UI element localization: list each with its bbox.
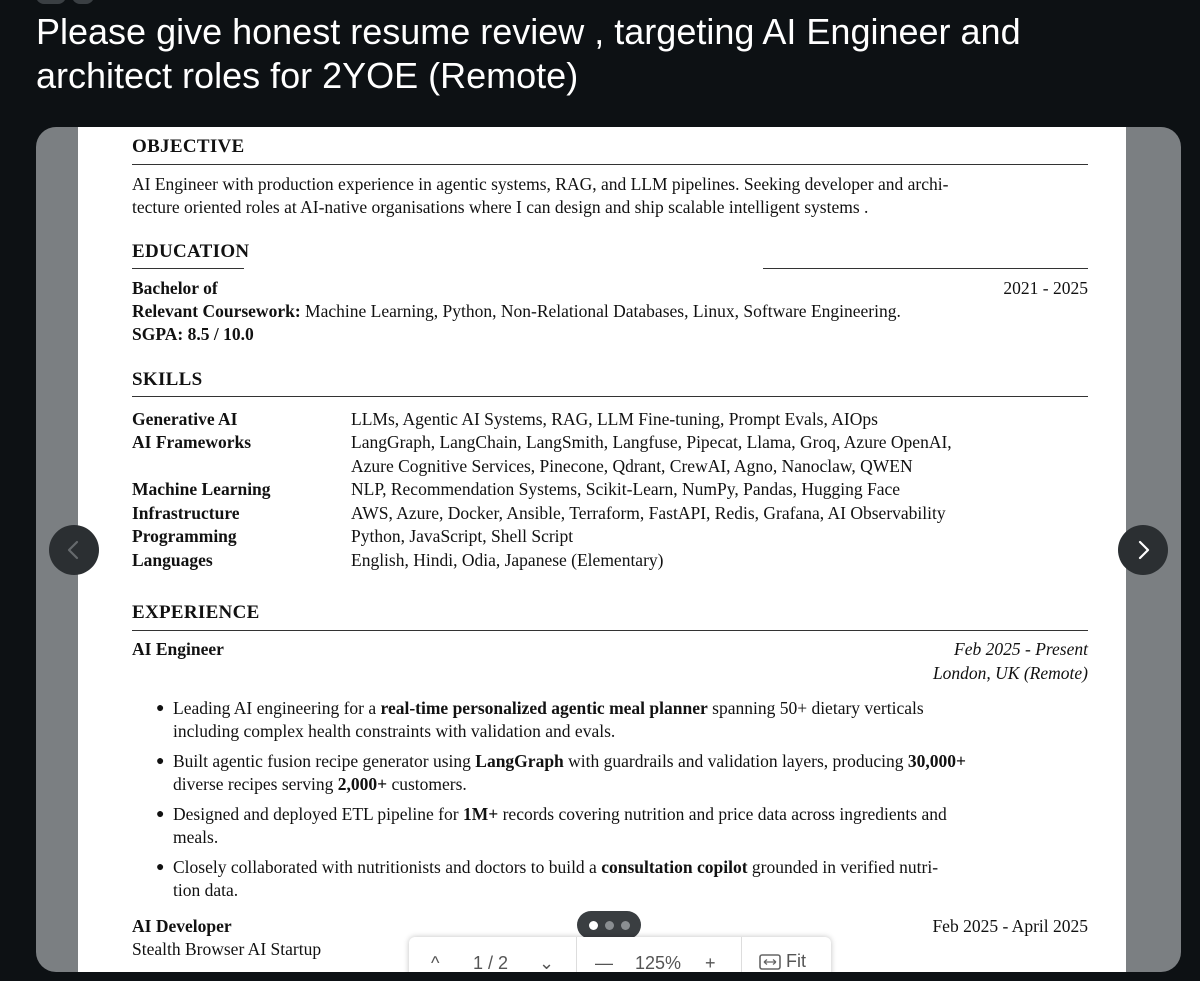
section-rule: [132, 164, 1088, 165]
page-up-button[interactable]: ^: [431, 953, 440, 972]
carousel-dot[interactable]: [589, 921, 598, 930]
job-dates: Feb 2025 - April 2025: [932, 916, 1088, 936]
bullet-mark: ●: [156, 754, 165, 769]
bullet-mark: ●: [156, 701, 165, 716]
skill-value: NLP, Recommendation Systems, Scikit-Learn, NumPy, Pandas, Hugging Face: [351, 479, 901, 499]
toolbar-divider: [741, 937, 742, 972]
bullet-text: diverse recipes serving 2,000+ customers.: [173, 774, 467, 794]
previous-image-button[interactable]: [49, 525, 99, 575]
toolbar-divider: [576, 937, 577, 972]
fit-button[interactable]: [759, 951, 806, 972]
skill-label: Generative AI: [132, 409, 238, 429]
degree: Bachelor of: [132, 278, 218, 298]
bullet-mark: ●: [156, 860, 165, 875]
carousel-indicator: [577, 911, 641, 939]
zoom-level: 125%: [635, 953, 682, 972]
section-rule: [763, 268, 1088, 269]
objective-line: tecture oriented roles at AI-native organisations where I can design and ship scalable intelligent systems .: [132, 197, 869, 217]
skill-label: Machine Learning: [132, 479, 271, 499]
job-company: Stealth Browser AI Startup: [132, 939, 322, 959]
section-heading-objective: OBJECTIVE: [132, 136, 245, 157]
bullet-mark: ●: [156, 807, 165, 822]
job-title: AI Developer: [132, 916, 232, 936]
skill-label: AI Frameworks: [132, 432, 252, 452]
avatar-fragment: [36, 0, 66, 4]
chevron-right-icon: [1133, 538, 1153, 562]
bullet-text: including complex health constraints with validation and evals.: [173, 721, 616, 741]
resume-page: [78, 127, 1126, 972]
section-heading-skills: SKILLS: [132, 369, 203, 390]
page-indicator: 1 / 2: [473, 953, 509, 972]
image-carousel[interactable]: [36, 127, 1181, 972]
skill-value: LLMs, Agentic AI Systems, RAG, LLM Fine-tuning, Prompt Evals, AIOps: [351, 409, 878, 429]
bullet-text: meals.: [173, 827, 219, 847]
bullet-text: Closely collaborated with nutritionists and doctors to build a consultation copilot grounded in verified nutri-: [173, 857, 939, 877]
section-rule: [132, 396, 1088, 397]
zoom-in-button[interactable]: +: [705, 953, 716, 972]
skill-label: Infrastructure: [132, 503, 240, 523]
chevron-left-icon: [64, 538, 84, 562]
skill-value: LangGraph, LangChain, LangSmith, Langfuse, Pipecat, Llama, Groq, Azure OpenAI,: [351, 432, 952, 452]
skill-value: English, Hindi, Odia, Japanese (Elementary): [351, 550, 664, 570]
education-dates: 2021 - 2025: [1003, 278, 1088, 298]
job-dates: Feb 2025 - Present: [954, 639, 1088, 659]
bullet-text: Designed and deployed ETL pipeline for 1M+ records covering nutrition and price data across ingredients and: [173, 804, 947, 824]
bullet-text: Leading AI engineering for a real-time personalized agentic meal planner spanning 50+ dietary verticals: [173, 698, 924, 718]
post-title: Please give honest resume review , targeting AI Engineer and architect roles for 2YOE (Remote): [36, 11, 1021, 96]
coursework-label: Relevant Coursework:: [132, 301, 301, 321]
job-location: London, UK (Remote): [932, 663, 1088, 683]
page-down-button[interactable]: ⌄: [539, 953, 555, 972]
skill-value: AWS, Azure, Docker, Ansible, Terraform, FastAPI, Redis, Grafana, AI Observability: [351, 503, 946, 523]
zoom-out-button[interactable]: —: [595, 953, 613, 972]
bullet-text: tion data.: [173, 880, 239, 900]
skill-value: Azure Cognitive Services, Pinecone, Qdrant, CrewAI, Agno, Nanoclaw, QWEN: [351, 456, 913, 476]
section-heading-education: EDUCATION: [132, 241, 250, 262]
avatar-fragment: [72, 0, 94, 4]
pdf-toolbar: [409, 937, 831, 972]
fit-label: Fit: [786, 951, 807, 971]
carousel-dot[interactable]: [621, 921, 630, 930]
coursework: [132, 300, 901, 323]
section-rule: [132, 630, 1088, 631]
skill-label: Programming: [132, 526, 237, 546]
fit-icon: [759, 953, 781, 971]
objective-line: AI Engineer with production experience in agentic systems, RAG, and LLM pipelines. Seeking developer and archi-: [132, 174, 949, 194]
next-image-button[interactable]: [1118, 525, 1168, 575]
sgpa: SGPA: 8.5 / 10.0: [132, 324, 254, 344]
skill-value: Python, JavaScript, Shell Script: [351, 526, 574, 546]
section-heading-experience: EXPERIENCE: [132, 602, 260, 623]
carousel-dot[interactable]: [605, 921, 614, 930]
skill-label: Languages: [132, 550, 213, 570]
bullet-text: Built agentic fusion recipe generator using LangGraph with guardrails and validation layers, producing 30,000+: [173, 751, 966, 771]
job-title: AI Engineer: [132, 639, 224, 659]
coursework-list: Machine Learning, Python, Non-Relational Databases, Linux, Software Engineering.: [305, 301, 901, 321]
section-rule: [132, 268, 244, 269]
